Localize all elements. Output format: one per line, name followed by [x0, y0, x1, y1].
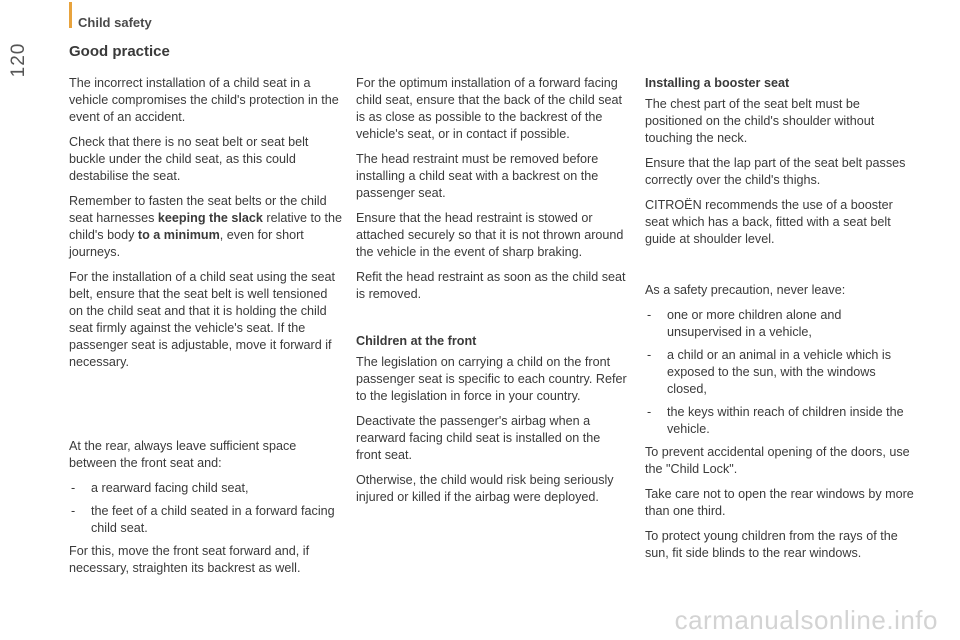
section-accent-bar	[69, 2, 72, 28]
list-item: - a rearward facing child seat,	[69, 480, 344, 497]
subheading-booster-seat: Installing a booster seat	[645, 76, 790, 90]
paragraph: The incorrect installation of a child seat in a vehicle compromises the child's protection in the event of an accident.	[69, 76, 339, 124]
section-title: Child safety	[78, 15, 152, 30]
paragraph: To protect young children from the rays of the sun, fit side blinds to the rear windows.	[645, 529, 898, 560]
paragraph: For this, move the front seat forward and, if necessary, straighten its backrest as well.	[69, 544, 310, 575]
paragraph: Deactivate the passenger's airbag when a rearward facing child seat is installed on the front seat.	[356, 414, 601, 462]
list-item: - a child or an animal in a vehicle which is exposed to the sun, with the windows closed,	[645, 347, 917, 398]
list-item: - the keys within reach of children inside the vehicle.	[645, 404, 917, 438]
bold-run: keeping the slack	[157, 211, 263, 225]
subheading-children-front: Children at the front	[356, 334, 477, 348]
paragraph: Refit the head restraint as soon as the child seat is removed.	[356, 270, 626, 301]
paragraph: To prevent accidental opening of the doors, use the "Child Lock".	[645, 445, 910, 476]
bullet-list	[69, 480, 344, 537]
paragraph: For the optimum installation of a forward facing child seat, ensure that the back of the child seat is as close as possible to the backrest of the vehicle's seat, or in contact if possible.	[356, 76, 623, 141]
bold-run: to a minimum	[137, 228, 220, 242]
text-run: Remember to fasten the seat belts or the child seat harnesses	[69, 194, 327, 225]
paragraph: Ensure that the lap part of the seat belt passes correctly over the child's thighs.	[645, 156, 906, 187]
watermark: carmanualsonline.info	[674, 605, 938, 635]
paragraph: Ensure that the head restraint is stowed or attached securely so that it is not thrown around the vehicle in the event of sharp braking.	[356, 211, 624, 259]
bullet-list	[645, 307, 917, 438]
text-run: , even for short journeys.	[69, 228, 304, 259]
paragraph: Otherwise, the child would risk being seriously injured or killed if the airbag were deployed.	[356, 473, 614, 504]
paragraph: At the rear, always leave sufficient space between the front seat and:	[69, 439, 297, 470]
paragraph: The chest part of the seat belt must be positioned on the child's shoulder without touching the neck.	[645, 97, 875, 145]
paragraph: As a safety precaution, never leave:	[645, 283, 846, 297]
paragraph: Check that there is no seat belt or seat belt buckle under the child seat, as this could destabilise the seat.	[69, 135, 309, 183]
column-3	[645, 75, 917, 570]
list-item: - the feet of a child seated in a forward facing child seat.	[69, 503, 344, 537]
page-title: Good practice	[69, 43, 170, 60]
column-2	[356, 75, 628, 514]
paragraph: The legislation on carrying a child on the front passenger seat is specific to each country. Refer to the legislation in force in your country.	[356, 355, 627, 403]
column-1	[69, 75, 344, 585]
paragraph: CITROËN recommends the use of a booster seat which has a back, fitted with a seat belt guide at shoulder level.	[645, 198, 893, 246]
list-item: - one or more children alone and unsupervised in a vehicle,	[645, 307, 917, 341]
paragraph: The head restraint must be removed before installing a child seat with a backrest on the passenger seat.	[356, 152, 599, 200]
paragraph: Take care not to open the rear windows by more than one third.	[645, 487, 914, 518]
text-run: relative to the child's body	[69, 211, 343, 242]
paragraph: For the installation of a child seat using the seat belt, ensure that the seat belt is well tensioned on the child seat and that it is holding the child seat firmly against the vehicle's seat. If the passenger seat is adjustable, move it forward if necessary.	[69, 270, 336, 369]
paragraph-slack	[69, 193, 344, 261]
page-number: 120	[8, 42, 29, 78]
